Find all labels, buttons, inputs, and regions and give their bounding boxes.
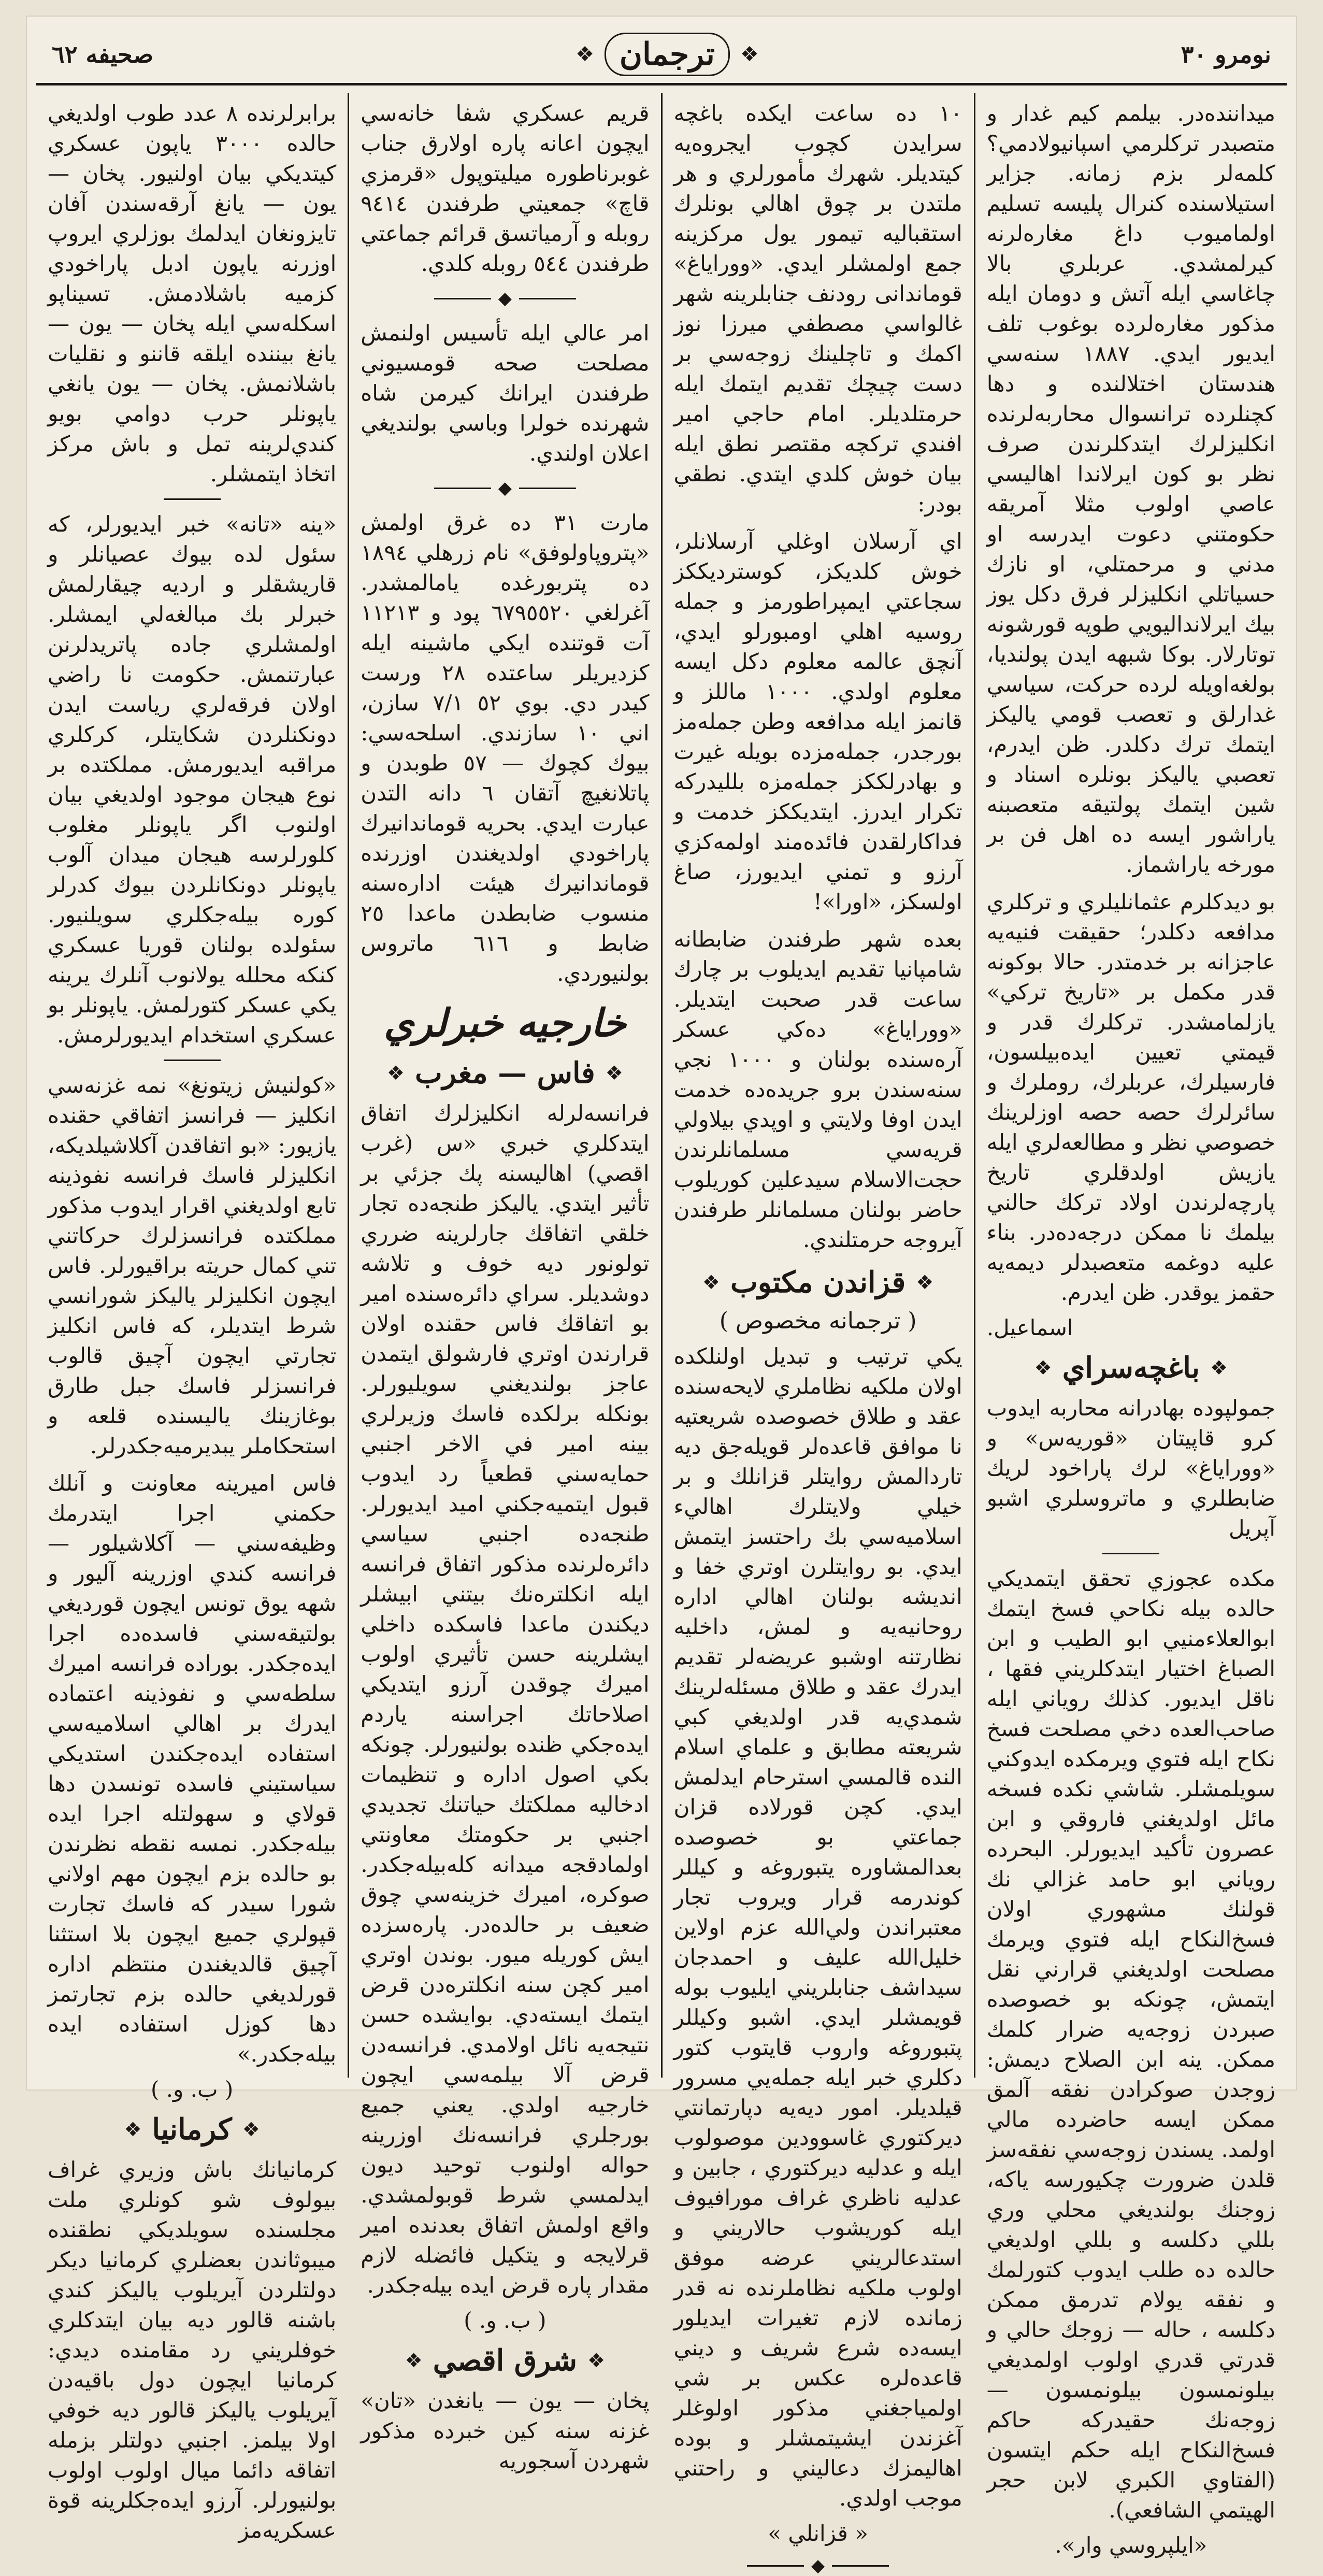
- column-3: [348, 93, 660, 2473]
- ornament-icon: ❖: [576, 42, 594, 66]
- diamond-ornament-icon: ◆: [498, 478, 512, 498]
- article-paragraph: فرانسه‌لرله انكليزلرك اتفاق ايتدكلري خبري «س (غرب اقصي) اهاليسنه پك جزئي بر تأثير ايتدي. ياليكز طنجه‌ده تجار خلقي اتفاقك جارلرينه ضرري تولونور ديه خوف و تلاشه دوشديلر. سراي دائره‌سنده امير بو اتفاقك فاس حقنده اولان قرارندن اوتري فارشولق ايتمدن عاجز بولنديغني سويليورلر. بونكله برلكده فاسك وزيرلري بينه امير في الاخر اجنبي حمايه‌سني قطعياً رد ايدوب قبول ايتميه‌جكني اميد ايديورلر. طنجه‌ده اجنبي سياسي دائره‌لرنده مذكور اتفاق فرانسه ايله انكلتره‌نك بيتني ابيشلر ديكندن ماعدا فاسكده داخلي ايشلرينه حسن تأثيري اولوب اميرك چوقدن آرزو ايتديكي اصلاحاتك اجراسنه ياردم ايده‌جكي ظنده بولنيورلر. چونكه بكي اصول اداره و تنظيمات ادخاليه مملكتك حياتنك تجديدي اجنبي بر حكومتك معاونتي اولمادقجه ميدانه كله‌بيله‌جكدر. صوكره، اميرك خزينه‌سي چوق ضعيف بر حالده‌در. پاره‌سزده ايش كوريله ميور. بوندن اوتري امير كچن سنه انكلترەدن قرض ايتمك ايسته‌دي. بوايشده حسن نتيجه‌يه نائل اولامدي. فرانسه‌دن قرض آلا بيلمه‌سي ايچون خارجيه اولدي. يعني جميع بورجلري فرانسه‌نك اوزرينه حواله اولنوب توحيد ديون ايدلمسي شرط قوبولمشدي. واقع اولمش اتفاق بعدنده امير قرلايجه و يتكيل فائضله لازم مقدار پاره قرض ايده بيله‌جكدر.: [361, 1100, 650, 2298]
- column-2: [661, 93, 974, 2576]
- article-signature: اسماعيل.: [986, 1315, 1073, 1340]
- ornament-icon: ❖: [124, 2118, 142, 2141]
- divider: [361, 478, 649, 498]
- article-paragraph: «كولنيش زيتونغ» نمه غزنه‌سي انكليز — فرانسز اتفاقي حقنده يازيور: «بو اتفاقدن آكلاشيلديكه، انكليزلر فاسك فرانسه نفوذينه تابع اولديغني اقرار ايدوب مذكور مملكتده فرانسزلرك حركاتني تني كمال حريته براقيورلر. فاس ايچون انكليزلر ياليكز شورانسي شرط ايتديلر، كه فاس انكليز تجارتي ايچون آچيق قالوب فرانسزلر فاسك جبل طارق بوغازينك ياليسنده قلعه و استحكاملر يبديرميه‌جكدرلر.: [48, 1072, 337, 1458]
- article-paragraph: يكي ترتيب و تبديل اولنلكده اولان ملكيه نظاملري لايحه‌سنده عقد و طلاق خصوصده شريعتيه نا موافق قاعده‌لر قويله‌جق ديه تاردالمش روايتلر قزانلك و بر خيلي ولايتلرك اهاليء اسلاميه‌سي بك راحتسز ايتمش ايدي. بو روايتلرن اوتري خفا و انديشه بولنان اهالي اداره روحانيه‌يه و لمش، داخليه نظارتنه اوشبو عريضه‌لر تقديم ايدرك عقد و طلاق مسئله‌لرينك شمدي‌يه قدر اولديغي كبي شريعته مطابق و علماي اسلام النده قالمسي استرحام ايدلمش ايدي. كچن قورلاده قزان جماعتي بو خصوصده بعدالمشاوره يتبوروغه و كيللر كوندرمه قرار ويروب تجار معتبراندن ولي‌الله عزم اولاين خليل‌الله عليف و احمدجان سيداشف جنابلريني ايليوب بوله قويمشلر ايدي. اشبو وكيللر پتبوروغه واروب قايتوب كتور دكلري خبر ايله جمله‌يي مسرور قيلديلر. امور ديه‌يه دپارتمانتي ديركتوري غاسوودين موصولوب ايله و عدليه ديركتوري ، جابين و عدليه ناظري غراف مورافيوف ايله كوريشوب حالاريني و استدعالريني عرضه موفق اولوب ملكيه نظاملرنده نه قدر زمانده لازم تغيرات ايديلور ايسه‌ده شرع شريف و ديني قاعده‌لره عكس بر شي اولمياجغني مذكور اولوغلر آغزندن ايشيتمشلر و بوده اهاليمزك دعاليني و راحتني موجب اولدي.: [673, 1343, 962, 2511]
- ornament-icon: ❖: [405, 2349, 423, 2372]
- divider: [48, 498, 336, 500]
- article-paragraph: بعده شهر طرفندن ضابطانه شامپانيا تقديم ايديلوب بر چارك ساعت قدر صحبت ايتديلر. «ووراياغ» ده‌كي عسكر آرەسنده بولنان و ١٠٠٠ نجي سنه‌سندن برو جريده‌ده خدمت ايدن اوفا ولايتي و اوپدي بيلاولي قريه‌سي مسلمانلرندن حجت‌الاسلام سيدعلين كوريلوب حاضر بولنان مسلمانلر طرفندن آيروجه حرمتلندي.: [673, 926, 962, 1252]
- section-subtitle: ( ترجمانه مخصوص ): [719, 1308, 917, 1334]
- diamond-ornament-icon: ◆: [811, 2555, 825, 2576]
- section-title: باغچه‌سراي: [1062, 1351, 1200, 1385]
- section-heading-kazan: [674, 1265, 962, 1299]
- ornament-icon: ❖: [1210, 1356, 1228, 1379]
- article-paragraph: جمولپوده بهادرانه محاربه ايدوب كرو قاپيتان «قوريه‌س» و «ووراياغ» لرك پاراخود لريك ضابطلري و ماتروسلري اشبو آپريل: [986, 1395, 1275, 1541]
- article-signature: ( ب. و. ): [464, 2308, 547, 2333]
- ornament-icon: ❖: [1034, 1356, 1052, 1379]
- divider: [361, 288, 649, 309]
- article-paragraph: پخان — يون — يانغدن «تان» غزنه سنه كين خبرده مذكور شهردن آسجوريه: [361, 2388, 650, 2473]
- article-paragraph: مارت ٣١ ده غرق اولمش «پتروپاولوفق» نام زرهلي ١٨٩٤ ده پتربورغده يامالمشدر. آغرلغي ٦٧٩٥٥٢٠ پود و ١١٢١٣ آت قوتنده ايكي ماشينه ايله كزديريلر ساعتده ٢٨ ورست كيدر دي. بوي ٥٢ ٧/١ سازن، اني ١٠ سازندي. اسلحه‌سي: بيوك كچوك — ٥٧ طوبدن و پاتلانغيچ آتقان ٦ دانه التدن عبارت ايدي. بحريه قوماندانيرك پاراخودي اولديغندن اوزرنده قوماندانيرك هيئت اداره‌سنه منسوب ضابطدن ماعدا ٢٥ ضابط و ٦١٦ ماتروس بولنيوردي.: [361, 510, 650, 986]
- section-title: شرق اقصي: [433, 2343, 578, 2378]
- issue-number: نومرو ٣٠: [1181, 40, 1271, 68]
- ornament-icon: ❖: [587, 2349, 606, 2372]
- newspaper-page: [26, 16, 1297, 2576]
- article-signature: « قزانلي »: [768, 2521, 868, 2546]
- ornament-icon: ❖: [386, 1062, 405, 1084]
- article-paragraph: قريم عسكري شفا خانه‌سي ايچون اعانه پاره اولارق جناب غوبرناطوره ميليتوپول «قرمزي قاچ» جمعيتي طرفندن ٩٤١٤ روبله و آرمياتسق قرائم جماعتي طرفندن ٥٤٤ روبله كلدي.: [361, 101, 650, 276]
- article-paragraph: برابرلرنده ٨ عدد طوب اولديغي حالده ٣٠٠٠ ياپون عسكري كيتديكي بيان اولنيور. پخان — يون — يانغ آرقه‌سندن آفان تايزونغان ايدلمك بوزلري ايروپ اوزرنه ياپون ادبل پاراخودي كزميه باشلادمش. تسيناپو اسكله‌سي ايله پخان — يون — يانغ بيننده ايلقه قاننو و نقليات باشلانمش. پخان — يون يانغي ياپونلر حرب دوامي بويو كندي‌لرينه تمل و باش مركز اتخاذ ايتمشلر.: [48, 101, 337, 486]
- diamond-ornament-icon: ◆: [498, 288, 512, 309]
- section-title: كرمانيا: [152, 2112, 232, 2146]
- article-paragraph: مكده عجوزي تحقق ايتمديكي حالده بيله نكاحي فسخ ايتمك ابوالعلاءمنيي ابو الطيب و ابن الصباغ اختيار ايتدكلريني فقها ، ناقل ايديور. كذلك روياني ايله صاحب‌العده دخي مصلحت فسخ نكاح ايله فتوي ويرمكده ايدوكني سويلمشلر. شاشي نكده فسخه مائل اولديغني فاروقي و ابن عصرون تأكيد ايديورلر. البحرده روياني ابو حامد غزالي نك قولنك مشهوري اولان فسخ‌النكاح ايله فتوي ويرمك مصلحت اولديغني قرارني نقل ايتمش، چونكه بو خصوصده صبردن زوجه‌يه ضرار كلمك ممكن. ينه ابن الصلاح ديمش: زوجدن صوكرادن نفقه آلمق ممكن ايسه حاضرده مالي اولمد. يسندن زوجه‌سي نفقه‌سز قلدن ضرورت چكيورسه ياكه، زوجنك بولنديغي محلي وري بللي دكلسه و بللي اولديغي حالده ده طلب ايدوب كتورلمك و نفقه يولام تدرمق ممكن دكلسه ، حاله — زوجك حالي و قدرتي قدري اولوب اولمديغي بيلونمسون بيلونمسون — زوجه‌نك حقيدركه حاكم فسخ‌النكاح ايله حكم ايتسون (الفتاوي الكبري لابن حجر الهيتمي الشافعي).: [986, 1566, 1275, 2523]
- section-heading-far-east: [361, 2343, 649, 2378]
- ornament-icon: ❖: [740, 42, 759, 66]
- article-paragraph: بو ديدكلرم عثمانليلري و تركلري مدافعه دكلدر؛ حقيقت فنيه‌يه عاجزانه بر خدمتدر. حالا بوكونه قدر مكمل بر «تاريخ تركي» يازلمامشدر. تركلرك قدر و قيمتي تعيين ايده‌بيلسون، فارسيلرك، عربلرك، روملرك و سائرلرك حصه حصه اوزلرينك خصوصي نظر و مطالعه‌لري ايله يازيش اولدقلري تاريخ پارچه‌لرندن اولاد تركك حالني بيلمك نا ممكن درجه‌ده‌در. بناء عليه دوغمه متعصبدلر ديمه‌يه حقمز يوقدر. ظن ايدرم.: [986, 889, 1275, 1305]
- ornament-icon: ❖: [702, 1271, 720, 1294]
- foreign-news-heading: خارجيه خبرلري: [384, 1001, 626, 1046]
- section-heading-fas: [361, 1056, 649, 1090]
- article-paragraph: ميداننده‌در. بيلمم كيم غدار و متصبدر تركلرمي اسپانيولادمي؟ كلمه‌لر بزم زمانه. جزاير استيلاسنده كنرال پليسه تسليم اولماميوب داغ مغاره‌لرنه كيرلمشدي. عربلري بالا چاغاسي ايله آتش و دومان ايله مذكور مغاره‌لرده بوغوب تلف ايديور ايدي. ١٨٨٧ سنه‌سي هندستان اختلالنده و دها كچنلرده ترانسوال محاربه‌لرنده انكليزلرك ايتدكلرندن صرف نظر بو كون ايرلاندا اهاليسي عاصي اولوب مثلا آمريقه حكومتني دعوت ايدرسه او مدني و مرحمتلي، او نازك حسياتلي انكليزلر فرق دكل يوز بيك ايرلانداليويي طوپه قورشونه توتارلار. بوكا شبهه ايدن پولنديا، بولغه‌اويله‌ لرده حركت، سياسي غدارلق و تعصب قومي ياليكز ايتمك ترك دكلدر. ظن ايدرم، تعصبي ياليكز بونلره اسناد و شين ايتمك پولتيقه متعصبنه ياراشور ايسه ده اهل فن بر مورخه ياراشماز.: [986, 101, 1275, 877]
- article-paragraph: ١٠ ده ساعت ايكده باغچه سرايدن كچوب ايجروه‌يه كيتديلر. شهرك مأمورلري و هر ملتدن بر چوق اهالي بونلرك استقباليه تيمور يول مركزينه جمع اولمشلر ايدي. «ووراياغ» قوماندانى رودنف جنابلرينه شهر غالواسي مصطفي ميرزا نوز اكمك و تاچلينك زوجه‌سي بر دست چيچك تقديم ايتمك ايله حرمتلديلر. امام حاجي امير افندي تركچه مقتصر نطق ايله بيان خوش كلدي ايتدي. نطقي بودر:: [673, 101, 962, 517]
- page-number: صحيفه ٦٢: [52, 40, 154, 68]
- columns: [36, 93, 1287, 2576]
- article-paragraph: اي آرسلان اوغلي آرسلانلر، خوش كلديكز، كوسترديككز سجاعتي ايمپراطورمز و جمله روسيه اهلي اومبورلو ايدي، آنچق عالمه معلوم دكل ايسه معلوم اولدي. ١٠٠٠ ماللز و قانمز ايله مدافعه وطن جملەمز بورجدر، جملەمزده بويله غيرت و بهادرلككز جمله‌مزه بلليدركه تكرار ايدرز. ايتديككز خدمت و فداكارلقدن فائده‌مند اولمه‌كزي آرزو و تمني ايديورز، صاغ اولسكز، «اورا»!: [673, 528, 962, 914]
- article-paragraph: فاس اميرينه معاونت و آنلك حكمني اجرا ايتدرمك وظيفه‌سني — آكلاشيلور — فرانسه كندي اوزرينه آليور و شهه يوق تونس ايچون قورديغي بولتيقه‌سني فاسده‌ده اجرا ايده‌جكدر. بوراده فرانسه اميرك سلطه‌سي و نفوذينه اعتماده ايدرك بر اهالي اسلاميه‌سي استفاده ايده‌جكندن استديكي سياستيني فاسده تونسدن دها قولاي و سهولتله اجرا ايده بيله‌جكدر. نمسه نقطه نظرندن بو حالده بزم ايچون مهم اولاني شورا سيدر كه فاسك تجارت قپولري جميع ايچون بلا استثنا آچيق قالديغندن منتظم اداره قورلديغي حالده بزم تجارتمز دها كوزل استفاده ايده بيله‌جكدر.»: [48, 1470, 337, 2067]
- section-title: قزاندن مكتوب: [730, 1265, 906, 1299]
- column-4: [36, 93, 348, 2543]
- ornament-icon: ❖: [242, 2118, 260, 2141]
- divider: [987, 1553, 1275, 1554]
- article-paragraph: امر عالي ايله تأسيس اولنمش مصلحت صحه قومسيوني طرفندن ايرانك كيرمن شاه شهرنده خولرا وباسي بولنديغي اعلان اولندي.: [361, 320, 650, 466]
- divider: [674, 2555, 962, 2576]
- newspaper-title: ترجمان: [605, 33, 730, 76]
- section-title: فاس — مغرب: [414, 1056, 595, 1090]
- masthead: [36, 26, 1287, 85]
- section-heading-bahcesaray: [987, 1351, 1275, 1385]
- article-signature: «ايلپروسي وار».: [1055, 2532, 1207, 2558]
- masthead-title-group: [576, 33, 759, 76]
- article-paragraph: «ينه «تانه» خبر ايديورلر، كه سئول لده بيوك عصيانلر و قاريشقلر و ارديه چيقارلمش خبرلر بك مبالغه‌لي ايمشلر. اولمشلري جاده پاتريدلرنن عبارتنمش. حكومت نا راضي اولان فرقه‌لري رياست ايدن دونكنلردن شكايتلر، كركلري مراقبه ايديورمش. مملكتده بر نوع هيجان موجود اولديغي بيان اولنوب اگر ياپونلر مغلوب كلورلرسه هيجان ميدان آلوب ياپونلر دونكانلردن بيوك كدرلر كوره بيله‌جكلري سويلنيور. سئولده بولنان قوريا عسكري كنكه محلله يولانوب آنلرك يرينه يكي عسكر كتورلمش. ياپونلر بو عسكري استخدام ايديورلرمش.: [48, 511, 337, 1048]
- section-heading-kermania: [48, 2112, 336, 2146]
- column-1: [974, 93, 1287, 2558]
- divider: [48, 1060, 336, 1061]
- article-signature: ( ب. و. ): [150, 2077, 234, 2102]
- ornament-icon: ❖: [605, 1062, 623, 1084]
- article-paragraph: كرمانيانك باش وزيري غراف بيولوف شو كونلري ملت مجلسنده سويلديكي نطقنده ميبوثاندن بعضلري كرمانيا ديكر دولتلردن آيريلوب ياليكز كندي باشنه قالور ديه بيان ايتدكلري خوفلريني رد مقامنده ديدي: كرمانيا ايچون دول باقيه‌دن آيريلوب ياليكز قالور ديه خوفي اولا بيلمز. اجنبي دولتلر بزمله اتفاقه دائما ميال اولوب اولوب بولنيورلر. آرزو ايده‌جكلرينه قوة عسكريه‌مز: [48, 2157, 337, 2543]
- ornament-icon: ❖: [916, 1271, 934, 1294]
